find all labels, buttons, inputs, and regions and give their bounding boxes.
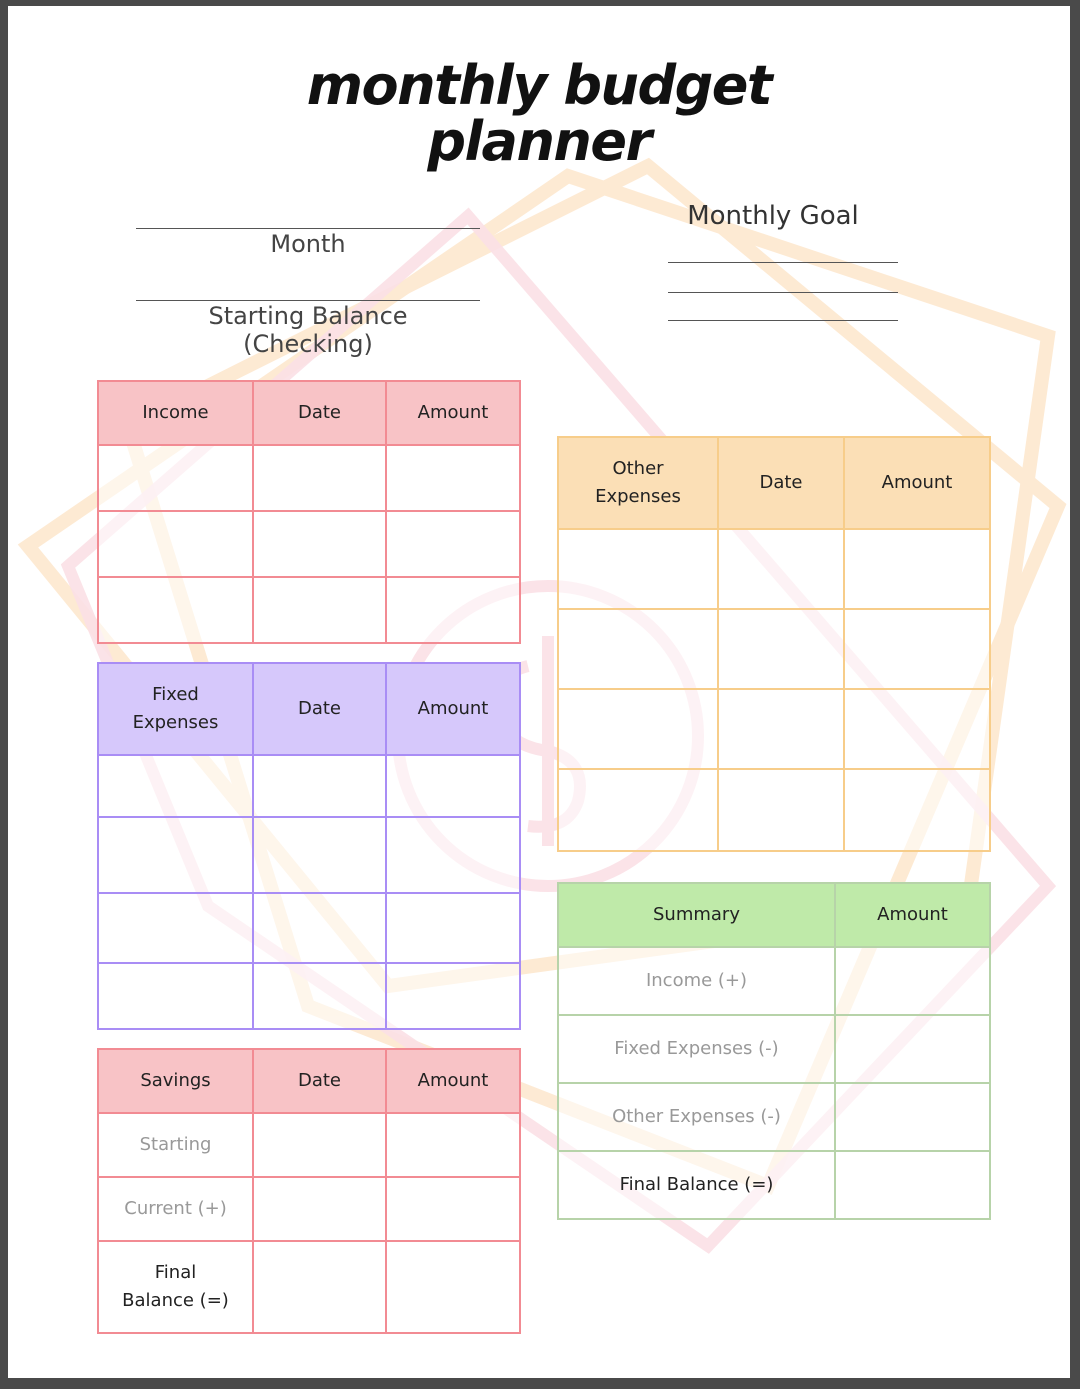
income-date-cell[interactable]	[253, 511, 386, 577]
monthly-goal-label: Monthly Goal	[687, 201, 859, 231]
fixed-date-cell[interactable]	[253, 893, 386, 963]
income-date-cell[interactable]	[253, 445, 386, 511]
other-expense-cell[interactable]	[558, 609, 718, 689]
fixed-amount-cell[interactable]	[386, 755, 520, 817]
income-cell[interactable]	[98, 577, 253, 643]
summary-table	[557, 882, 991, 1220]
other-date-cell[interactable]	[718, 769, 844, 851]
starting-balance-text: Starting Balance	[208, 302, 408, 330]
savings-starting-label: Starting	[98, 1113, 253, 1177]
savings-amount-cell[interactable]	[386, 1241, 520, 1333]
fixed-expense-cell[interactable]	[98, 963, 253, 1029]
fixed-date-header: Date	[253, 663, 386, 755]
summary-income-amount[interactable]	[835, 947, 990, 1015]
other-date-cell[interactable]	[718, 529, 844, 609]
savings-date-cell[interactable]	[253, 1113, 386, 1177]
savings-final-balance-label	[98, 1241, 253, 1333]
savings-date-cell[interactable]	[253, 1177, 386, 1241]
starting-balance-line[interactable]	[136, 300, 480, 301]
fixed-amount-cell[interactable]	[386, 817, 520, 893]
summary-amount-header: Amount	[835, 883, 990, 947]
other-expense-cell[interactable]	[558, 689, 718, 769]
income-amount-cell[interactable]	[386, 511, 520, 577]
other-amount-cell[interactable]	[844, 769, 990, 851]
fixed-expense-cell[interactable]	[98, 817, 253, 893]
month-line[interactable]	[136, 228, 480, 229]
fixed-date-cell[interactable]	[253, 755, 386, 817]
summary-other-expenses-label: Other Expenses (-)	[558, 1083, 835, 1151]
other-amount-cell[interactable]	[844, 529, 990, 609]
summary-other-amount[interactable]	[835, 1083, 990, 1151]
planner-page	[8, 6, 1070, 1378]
savings-amount-cell[interactable]	[386, 1177, 520, 1241]
income-table	[97, 380, 521, 644]
fixed-amount-header: Amount	[386, 663, 520, 755]
other-date-cell[interactable]	[718, 609, 844, 689]
other-date-cell[interactable]	[718, 689, 844, 769]
income-amount-cell[interactable]	[386, 577, 520, 643]
income-header: Income	[98, 381, 253, 445]
monthly-goal-line-2[interactable]	[668, 292, 898, 293]
fixed-date-cell[interactable]	[253, 817, 386, 893]
fixed-amount-cell[interactable]	[386, 893, 520, 963]
summary-header: Summary	[558, 883, 835, 947]
income-date-cell[interactable]	[253, 577, 386, 643]
income-amount-header: Amount	[386, 381, 520, 445]
other-expenses-table	[557, 436, 991, 852]
savings-amount-header: Amount	[386, 1049, 520, 1113]
fixed-expenses-header-text: Fixed Expenses	[132, 684, 219, 733]
income-cell[interactable]	[98, 445, 253, 511]
fixed-expenses-table	[97, 662, 521, 1030]
savings-amount-cell[interactable]	[386, 1113, 520, 1177]
other-amount-header: Amount	[844, 437, 990, 529]
savings-table	[97, 1048, 521, 1334]
other-expenses-header	[558, 437, 718, 529]
summary-fixed-amount[interactable]	[835, 1015, 990, 1083]
other-expense-cell[interactable]	[558, 769, 718, 851]
starting-balance-label	[136, 302, 480, 358]
income-cell[interactable]	[98, 511, 253, 577]
fixed-expense-cell[interactable]	[98, 893, 253, 963]
savings-date-header: Date	[253, 1049, 386, 1113]
savings-current-label: Current (+)	[98, 1177, 253, 1241]
summary-income-label: Income (+)	[558, 947, 835, 1015]
summary-final-balance-label: Final Balance (=)	[558, 1151, 835, 1219]
fixed-expense-cell[interactable]	[98, 755, 253, 817]
income-amount-cell[interactable]	[386, 445, 520, 511]
monthly-goal-line-3[interactable]	[668, 320, 898, 321]
summary-final-amount[interactable]	[835, 1151, 990, 1219]
other-amount-cell[interactable]	[844, 609, 990, 689]
savings-final-balance-text: Final Balance (=)	[122, 1262, 229, 1311]
other-expenses-header-text: Other Expenses	[595, 458, 681, 507]
monthly-goal-line-1[interactable]	[668, 262, 898, 263]
income-date-header: Date	[253, 381, 386, 445]
fixed-expenses-header	[98, 663, 253, 755]
other-date-header: Date	[718, 437, 844, 529]
page-title: monthly budget	[306, 54, 772, 117]
other-expense-cell[interactable]	[558, 529, 718, 609]
fixed-date-cell[interactable]	[253, 963, 386, 1029]
savings-date-cell[interactable]	[253, 1241, 386, 1333]
starting-balance-subtext: (Checking)	[243, 330, 373, 358]
savings-header: Savings	[98, 1049, 253, 1113]
fixed-amount-cell[interactable]	[386, 963, 520, 1029]
summary-fixed-expenses-label: Fixed Expenses (-)	[558, 1015, 835, 1083]
page-title-line2: planner	[427, 110, 651, 173]
month-label: Month	[270, 230, 346, 258]
other-amount-cell[interactable]	[844, 689, 990, 769]
